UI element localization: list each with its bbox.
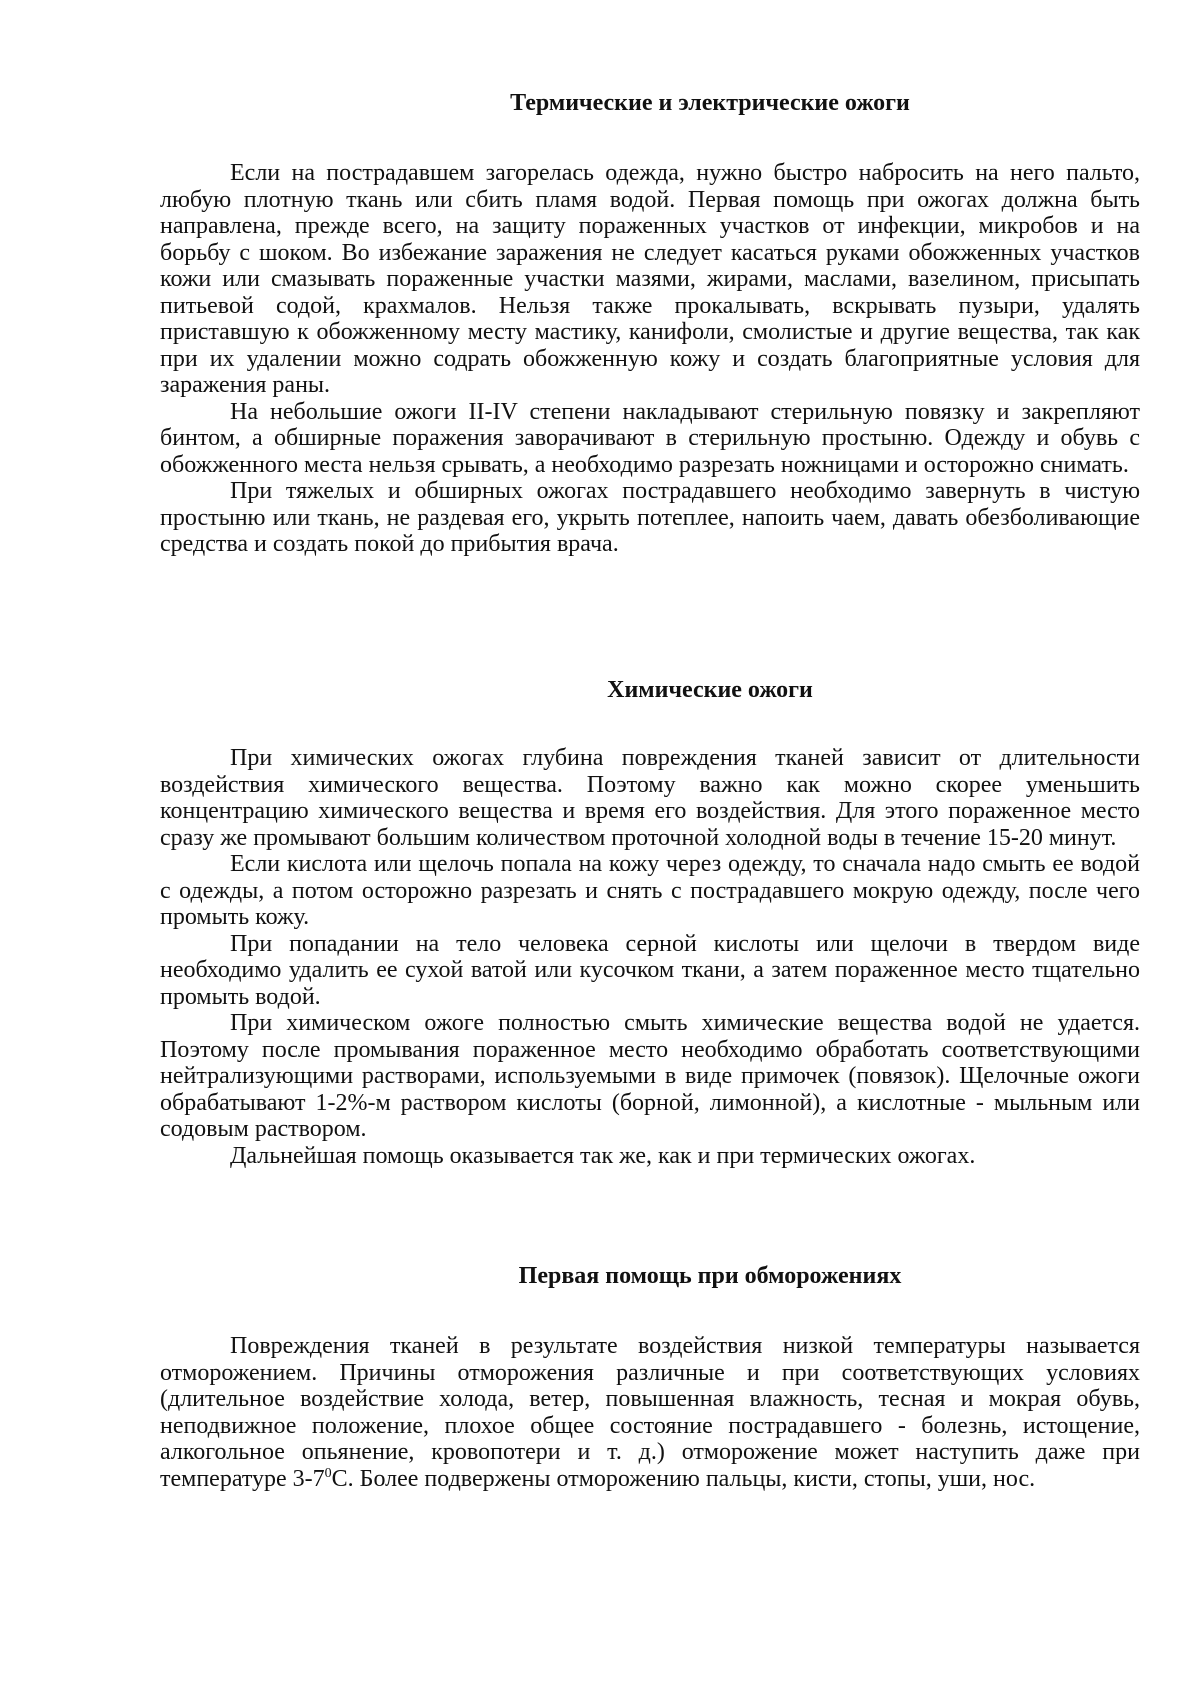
section-chemical-burns xyxy=(160,675,1140,1169)
temperature-superscript: 0 xyxy=(324,1465,332,1481)
paragraph: При тяжелых и обширных ожогах пострадавшего необходимо завернуть в чистую простыню или ткань, не раздевая его, укрыть потеплее, напоить чаем, давать обезболивающие средства и создать покой до прибытия врача. xyxy=(160,478,1140,557)
section-thermal-burns xyxy=(160,88,1140,558)
section-title: Термические и электрические ожоги xyxy=(510,90,910,116)
paragraph: Если кислота или щелочь попала на кожу через одежду, то сначала надо смыть ее водой с одежды, а потом осторожно разрезать и снять с пострадавшего мокрую одежду, после чего промыть кожу. xyxy=(160,851,1140,930)
paragraph: Если на пострадавшем загорелась одежда, нужно быстро набросить на него пальто, любую плотную ткань или сбить пламя водой. Первая помощь при ожогах должна быть направлена, прежде всего, на защиту пораженных участков от инфекции, микробов и на борьбу с шоком. Во избежание заражения не следует касаться руками обожженных участков кожи или смазывать пораженные участки мазями, жирами, маслами, вазелином, присыпать питьевой содой, крахмалов. Нельзя также прокалывать, вскрывать пузыри, удалять приставшую к обожженному месту мастику, канифоли, смолистые и другие вещества, так как при их удалении можно содрать обожженную кожу и создать благоприятные условия для заражения раны. xyxy=(160,160,1140,398)
paragraph-text: Повреждения тканей в результате воздействия низкой температуры называется отморожением. Причины отморожения различные и при соответствующих условиях (длительное воздействие холода, ветер, повышенная влажность, тесная и мокрая обувь, неподвижное положение, плохое общее состояние пострадавшего - болезнь, истощение, алкогольное опьянение, кровопотери и т. д.) отморожение может наступить даже при температуре 3-7 xyxy=(160,1333,1140,1492)
paragraph-text-tail: С. Более подвержены отморожению пальцы, кисти, стопы, уши, нос. xyxy=(331,1465,1036,1492)
section-title: Химические ожоги xyxy=(607,677,813,703)
paragraph: На небольшие ожоги II-IV степени накладывают стерильную повязку и закрепляют бинтом, а обширные поражения заворачивают в стерильную простыню. Одежду и обувь с обожженного места нельзя срывать, а необходимо разрезать ножницами и осторожно снимать. xyxy=(160,398,1140,478)
section-title: Первая помощь при обморожениях xyxy=(518,1263,902,1289)
paragraph xyxy=(160,1333,1140,1492)
section-frostbite xyxy=(160,1261,1140,1492)
paragraph: При попадании на тело человека серной кислоты или щелочи в твердом виде необходимо удалить ее сухой ватой или кусочком ткани, а затем пораженное место тщательно промыть водой. xyxy=(160,930,1140,1010)
paragraph: При химических ожогах глубина повреждения тканей зависит от длительности воздействия химического вещества. Поэтому важно как можно скорее уменьшить концентрацию химического вещества и время его воздействия. Для этого пораженное место сразу же промывают большим количеством проточной холодной воды в течение 15-20 минут. xyxy=(160,745,1140,851)
paragraph: При химическом ожоге полностью смыть химические вещества водой не удается. Поэтому после промывания пораженное место необходимо обработать соответствующими нейтрализующими растворами, используемыми в виде примочек (повязок). Щелочные ожоги обрабатывают 1-2%-м раствором кислоты (борной, лимонной), а кислотные - мыльным или содовым раствором. xyxy=(160,1010,1140,1142)
paragraph: Дальнейшая помощь оказывается так же, как и при термических ожогах. xyxy=(230,1142,976,1169)
